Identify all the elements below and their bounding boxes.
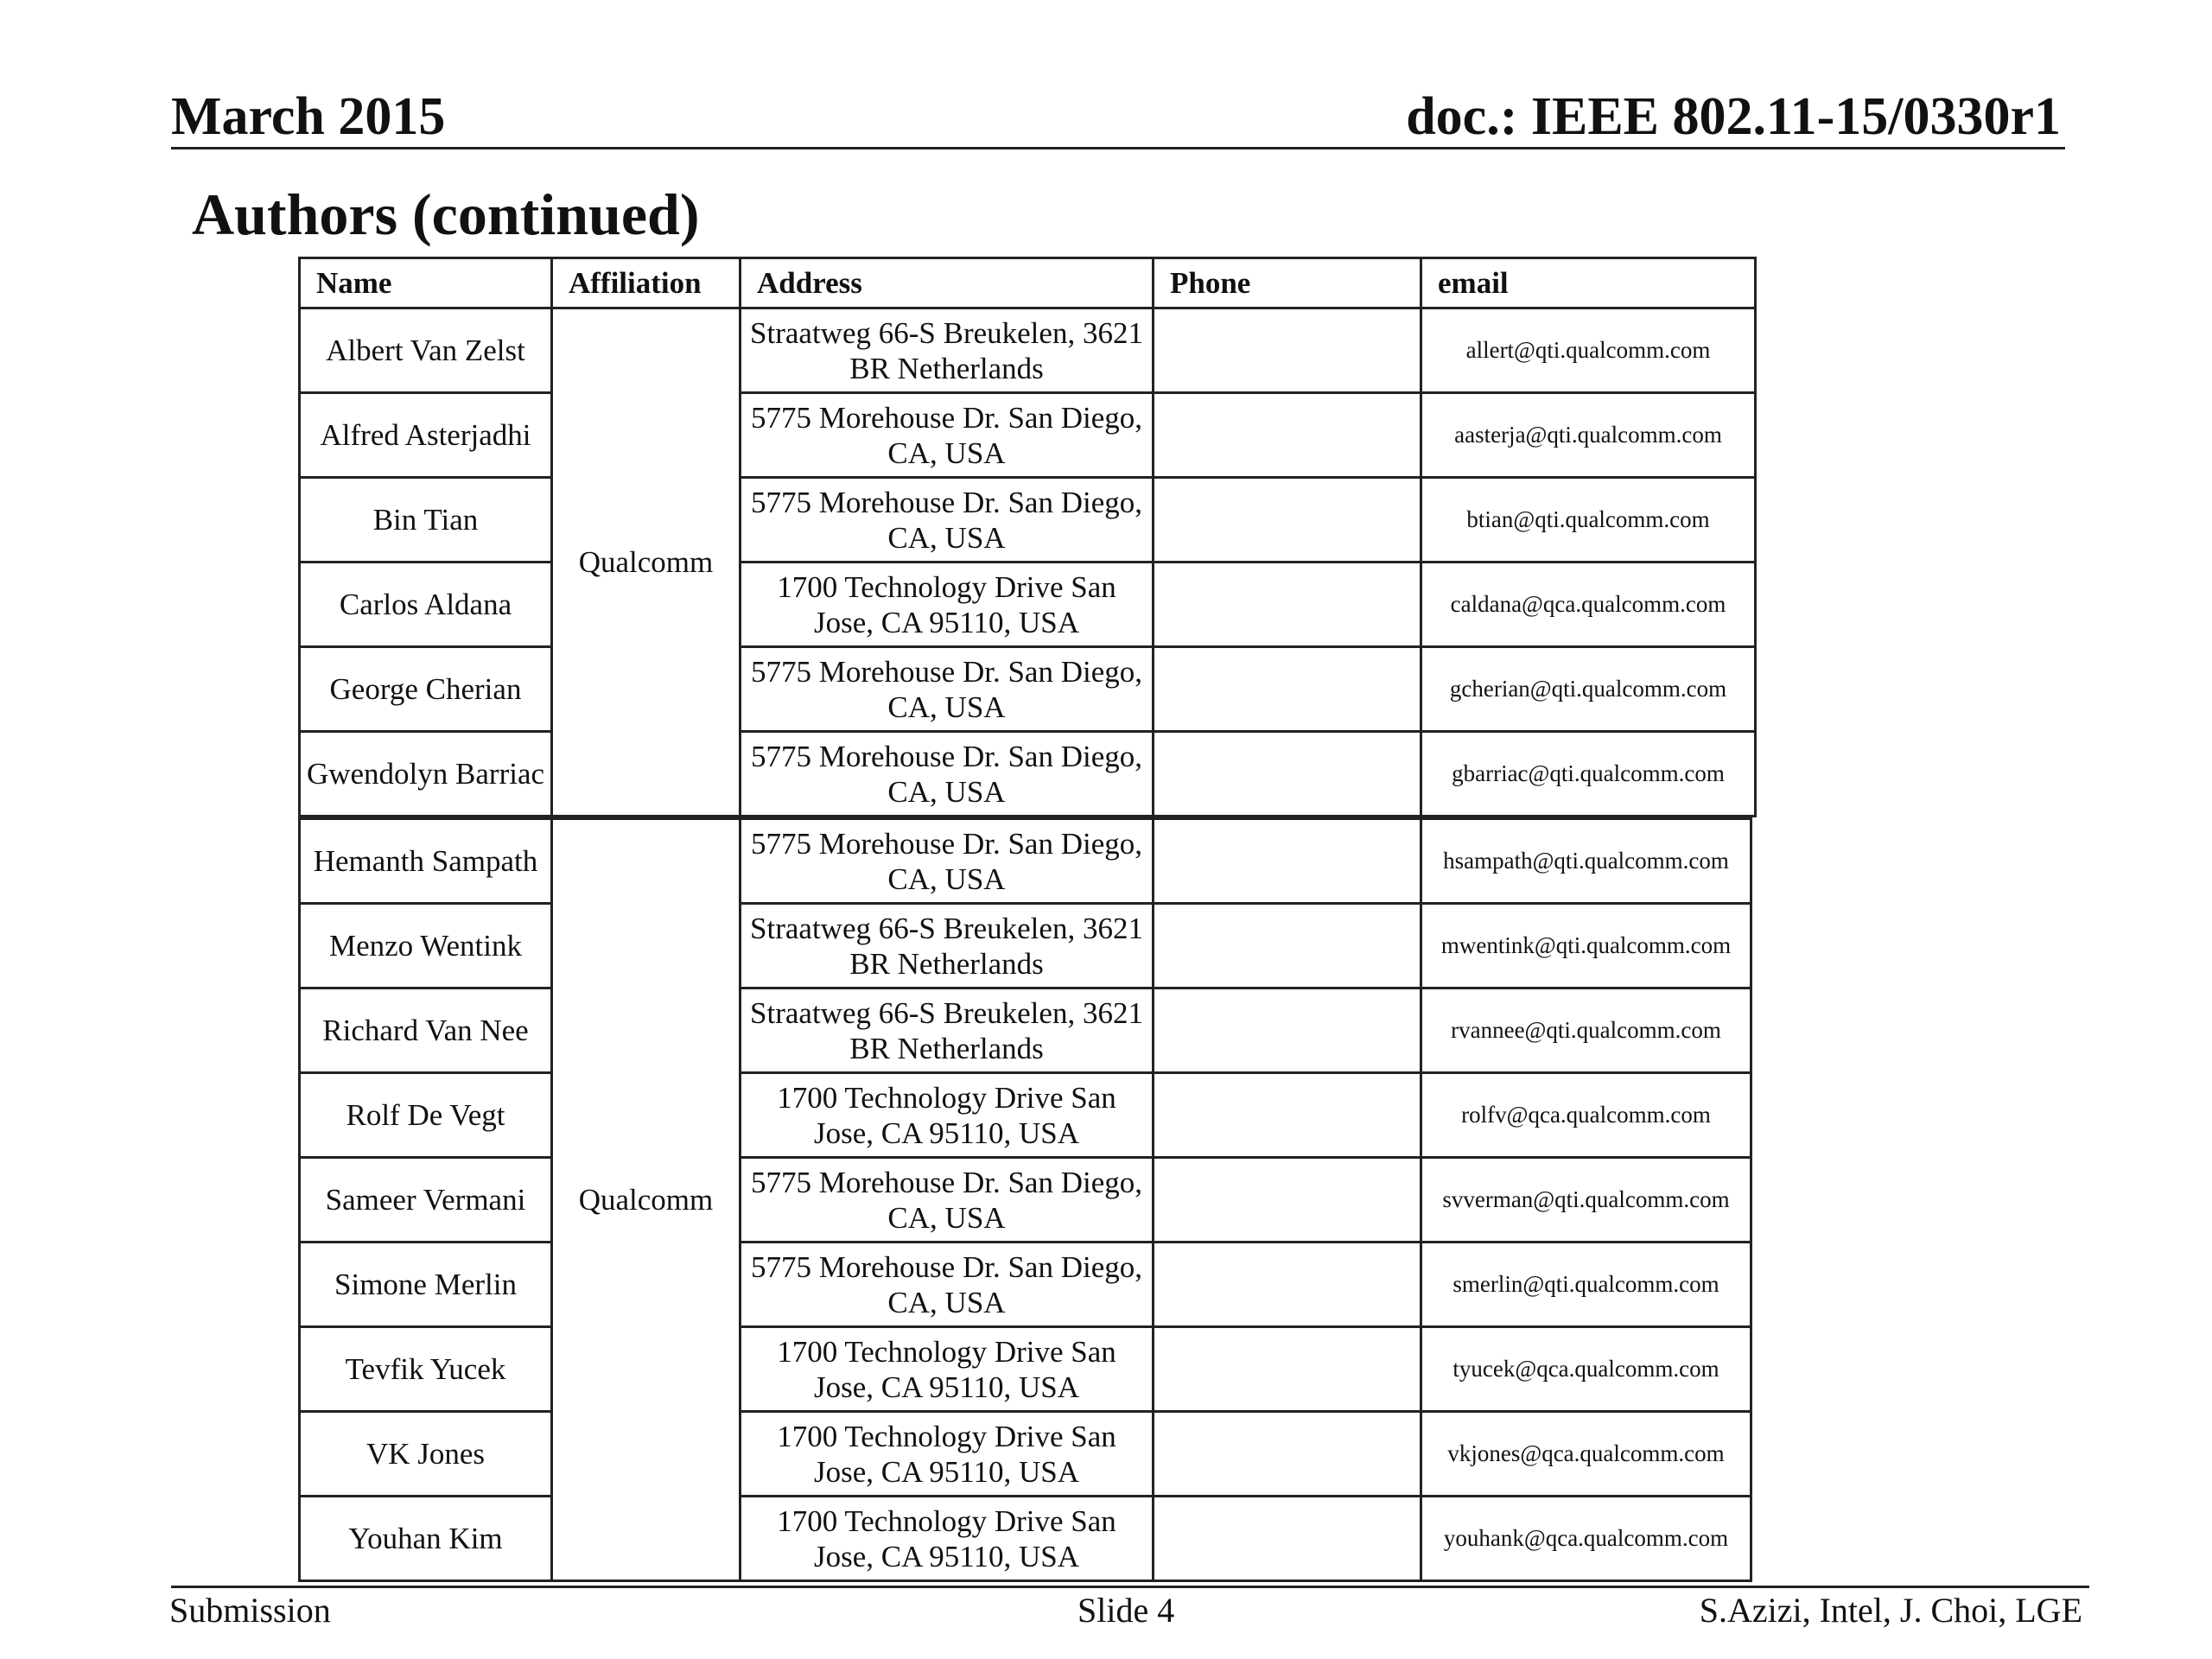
author-email: svverman@qti.qualcomm.com bbox=[1421, 1158, 1751, 1243]
author-address: 5775 Morehouse Dr. San Diego, CA, USA bbox=[741, 647, 1154, 732]
author-phone bbox=[1154, 904, 1421, 988]
author-address: 5775 Morehouse Dr. San Diego, CA, USA bbox=[741, 393, 1154, 478]
author-row bbox=[300, 308, 1756, 393]
footer-authors: S.Azizi, Intel, J. Choi, LGE bbox=[1699, 1591, 2082, 1630]
author-phone bbox=[1154, 563, 1421, 647]
author-email: rvannee@qti.qualcomm.com bbox=[1421, 988, 1751, 1073]
author-name: Alfred Asterjadhi bbox=[300, 393, 552, 478]
author-name: Carlos Aldana bbox=[300, 563, 552, 647]
author-name: Richard Van Nee bbox=[300, 988, 552, 1073]
author-phone bbox=[1154, 647, 1421, 732]
author-phone bbox=[1154, 1497, 1421, 1581]
column-header-name: Name bbox=[300, 258, 552, 308]
author-address: 5775 Morehouse Dr. San Diego, CA, USA bbox=[741, 1158, 1154, 1243]
column-header-address: Address bbox=[741, 258, 1154, 308]
author-name: Gwendolyn Barriac bbox=[300, 732, 552, 817]
author-address: Straatweg 66-S Breukelen, 3621 BR Netherlands bbox=[741, 308, 1154, 393]
author-email: rolfv@qca.qualcomm.com bbox=[1421, 1073, 1751, 1158]
author-row bbox=[300, 819, 1751, 904]
author-email: gbarriac@qti.qualcomm.com bbox=[1421, 732, 1756, 817]
author-email: smerlin@qti.qualcomm.com bbox=[1421, 1243, 1751, 1327]
table-header-row bbox=[300, 258, 1756, 308]
footer-rule bbox=[171, 1586, 2089, 1588]
author-address: 1700 Technology Drive San Jose, CA 95110, USA bbox=[741, 1073, 1154, 1158]
author-name: Tevfik Yucek bbox=[300, 1327, 552, 1412]
author-address: 5775 Morehouse Dr. San Diego, CA, USA bbox=[741, 1243, 1154, 1327]
author-address: Straatweg 66-S Breukelen, 3621 BR Netherlands bbox=[741, 988, 1154, 1073]
author-email: btian@qti.qualcomm.com bbox=[1421, 478, 1756, 563]
author-row bbox=[300, 1158, 1751, 1243]
authors-table-top bbox=[298, 257, 1757, 817]
author-name: Youhan Kim bbox=[300, 1497, 552, 1581]
author-phone bbox=[1154, 1158, 1421, 1243]
header-doc-id: doc.: IEEE 802.11-15/0330r1 bbox=[1406, 87, 2061, 146]
author-email: mwentink@qti.qualcomm.com bbox=[1421, 904, 1751, 988]
author-phone bbox=[1154, 1412, 1421, 1497]
author-address: 1700 Technology Drive San Jose, CA 95110, USA bbox=[741, 563, 1154, 647]
footer-submission: Submission bbox=[169, 1591, 331, 1630]
author-affiliation: Qualcomm bbox=[552, 308, 741, 817]
author-email: gcherian@qti.qualcomm.com bbox=[1421, 647, 1756, 732]
author-row bbox=[300, 1497, 1751, 1581]
author-row bbox=[300, 904, 1751, 988]
author-row bbox=[300, 732, 1756, 817]
author-address: 5775 Morehouse Dr. San Diego, CA, USA bbox=[741, 478, 1154, 563]
footer-slide-number: Slide 4 bbox=[1077, 1591, 1175, 1630]
author-phone bbox=[1154, 1327, 1421, 1412]
author-row bbox=[300, 647, 1756, 732]
author-phone bbox=[1154, 819, 1421, 904]
author-row bbox=[300, 563, 1756, 647]
author-name: Simone Merlin bbox=[300, 1243, 552, 1327]
author-name: Sameer Vermani bbox=[300, 1158, 552, 1243]
column-header-email: email bbox=[1421, 258, 1756, 308]
author-row bbox=[300, 393, 1756, 478]
author-address: 1700 Technology Drive San Jose, CA 95110, USA bbox=[741, 1497, 1154, 1581]
author-address: 1700 Technology Drive San Jose, CA 95110, USA bbox=[741, 1327, 1154, 1412]
author-phone bbox=[1154, 1073, 1421, 1158]
author-name: Albert Van Zelst bbox=[300, 308, 552, 393]
header-date: March 2015 bbox=[171, 87, 446, 146]
author-row bbox=[300, 478, 1756, 563]
author-address: 5775 Morehouse Dr. San Diego, CA, USA bbox=[741, 819, 1154, 904]
author-name: Bin Tian bbox=[300, 478, 552, 563]
author-email: youhank@qca.qualcomm.com bbox=[1421, 1497, 1751, 1581]
author-address: 1700 Technology Drive San Jose, CA 95110, USA bbox=[741, 1412, 1154, 1497]
author-address: 5775 Morehouse Dr. San Diego, CA, USA bbox=[741, 732, 1154, 817]
author-name: George Cherian bbox=[300, 647, 552, 732]
author-email: hsampath@qti.qualcomm.com bbox=[1421, 819, 1751, 904]
author-name: Rolf De Vegt bbox=[300, 1073, 552, 1158]
author-email: caldana@qca.qualcomm.com bbox=[1421, 563, 1756, 647]
header-rule bbox=[171, 147, 2065, 149]
author-email: allert@qti.qualcomm.com bbox=[1421, 308, 1756, 393]
author-phone bbox=[1154, 1243, 1421, 1327]
slide-title: Authors (continued) bbox=[192, 181, 700, 247]
author-row bbox=[300, 1073, 1751, 1158]
author-row bbox=[300, 1327, 1751, 1412]
author-row bbox=[300, 988, 1751, 1073]
author-email: vkjones@qca.qualcomm.com bbox=[1421, 1412, 1751, 1497]
author-name: VK Jones bbox=[300, 1412, 552, 1497]
author-address: Straatweg 66-S Breukelen, 3621 BR Netherlands bbox=[741, 904, 1154, 988]
author-row bbox=[300, 1412, 1751, 1497]
author-affiliation: Qualcomm bbox=[552, 819, 741, 1581]
authors-table-bottom bbox=[298, 817, 1752, 1582]
column-header-phone: Phone bbox=[1154, 258, 1421, 308]
author-name: Hemanth Sampath bbox=[300, 819, 552, 904]
author-row bbox=[300, 1243, 1751, 1327]
author-email: aasterja@qti.qualcomm.com bbox=[1421, 393, 1756, 478]
author-email: tyucek@qca.qualcomm.com bbox=[1421, 1327, 1751, 1412]
author-phone bbox=[1154, 732, 1421, 817]
author-name: Menzo Wentink bbox=[300, 904, 552, 988]
author-phone bbox=[1154, 478, 1421, 563]
author-phone bbox=[1154, 308, 1421, 393]
author-phone bbox=[1154, 988, 1421, 1073]
column-header-affiliation: Affiliation bbox=[552, 258, 741, 308]
author-phone bbox=[1154, 393, 1421, 478]
